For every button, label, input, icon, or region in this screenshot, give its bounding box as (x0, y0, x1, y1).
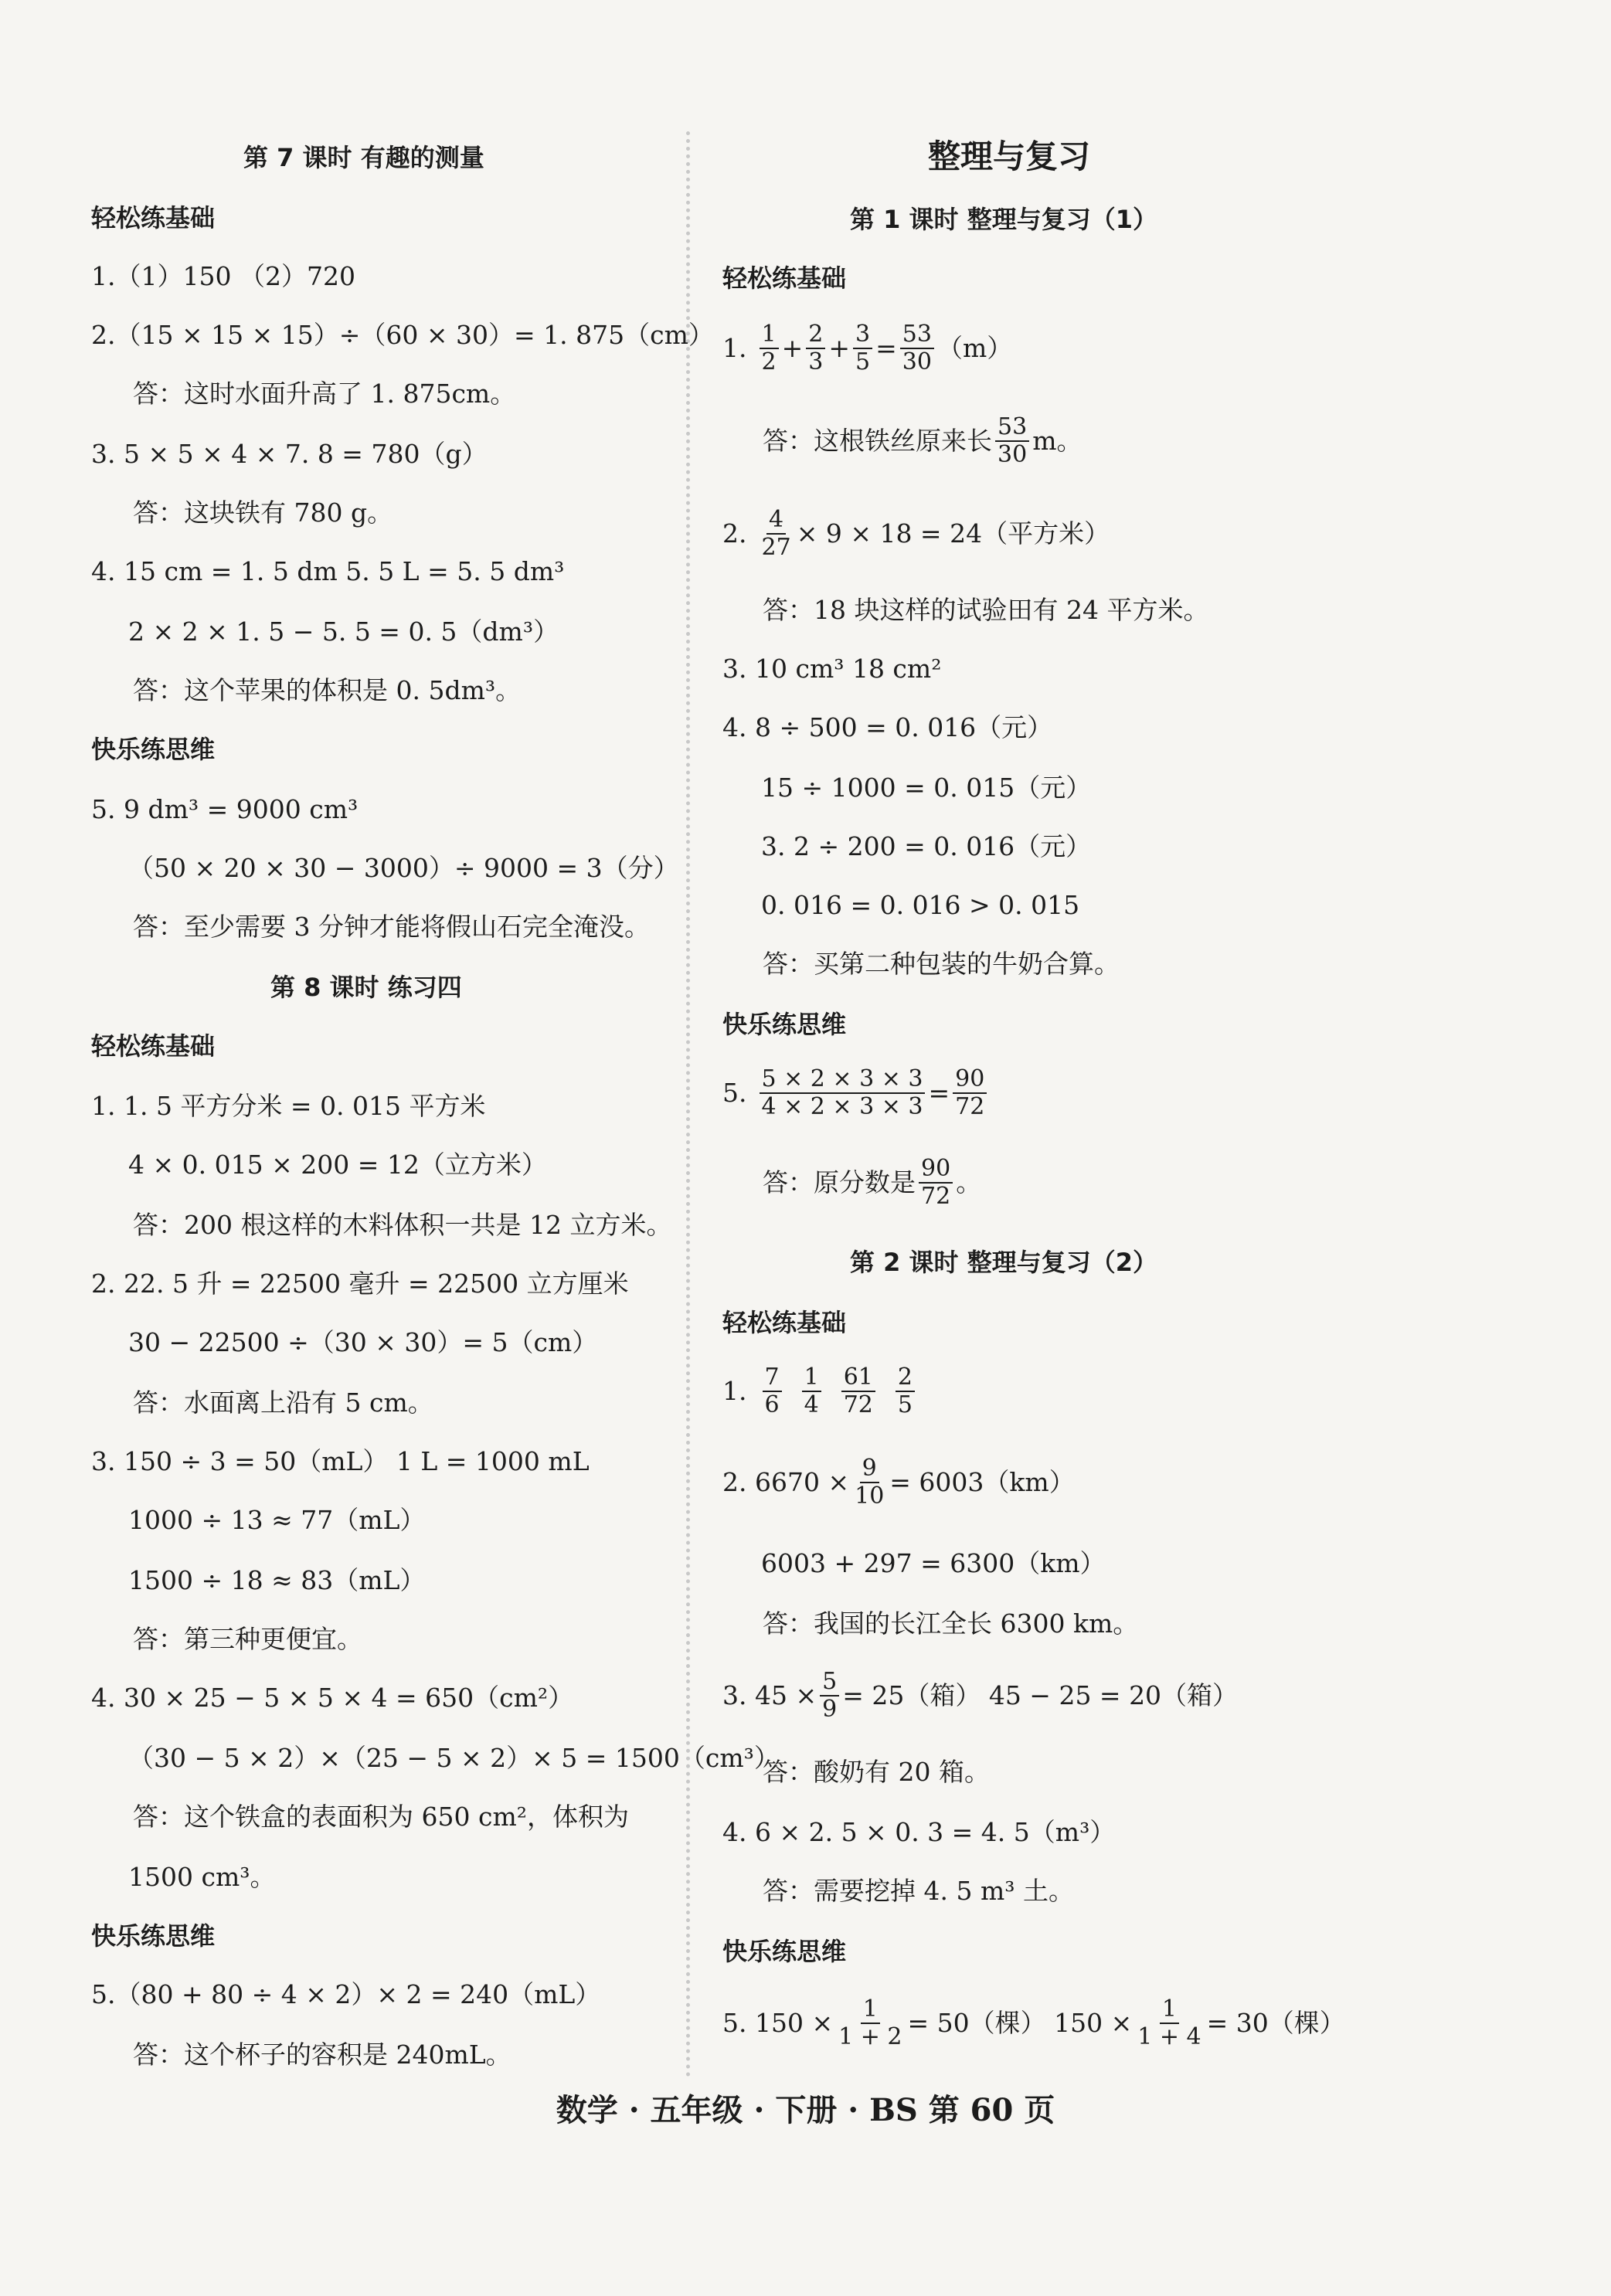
r1-q2-answer: 答：18 块这样的试验田有 24 平方米。 (763, 595, 1209, 625)
r2-q2-frac (852, 1455, 886, 1510)
r2-q5 (722, 1996, 1345, 2050)
r2-q3-post: = 25（箱） 45 − 25 = 20（箱） (842, 1680, 1239, 1710)
r2-q1-frac-b (802, 1364, 821, 1418)
l8-q1: 1. 1. 5 平方分米 = 0. 015 平方米 (91, 1091, 486, 1121)
denominator: 3 (808, 348, 824, 375)
denominator: 4 (804, 1391, 819, 1418)
answer-text: 答：这根铁丝原来长 (763, 426, 992, 456)
l7-q2: 2.（15 × 15 × 15）÷（60 × 30）= 1. 875（cm） (91, 320, 714, 350)
l8-q4: 4. 30 × 25 − 5 × 5 × 4 = 650（cm²） (91, 1683, 574, 1713)
r2-q2-line2: 6003 + 297 = 6300（km） (761, 1548, 1106, 1578)
l8-q3-line3: 1500 ÷ 18 ≈ 83（mL） (128, 1565, 426, 1595)
denominator: 5 (897, 1391, 913, 1418)
equals-sign: = (875, 333, 897, 363)
denominator: 9 (822, 1696, 838, 1723)
l8-q1-answer: 答：200 根这样的木料体积一共是 12 立方米。 (133, 1210, 672, 1240)
r2-q4: 4. 6 × 2. 5 × 0. 3 = 4. 5（m³） (722, 1817, 1116, 1847)
numerator: 90 (919, 1156, 953, 1184)
r2-q2-pre: 2. 6670 × (722, 1467, 850, 1497)
r1-q1-answer (763, 414, 1082, 468)
numerator: 7 (763, 1364, 782, 1392)
r1-q3: 3. 10 cm³ 18 cm² (722, 654, 942, 684)
r2-q3-answer: 答：酸奶有 20 箱。 (763, 1757, 990, 1787)
r1-q2-num: 2. (722, 518, 747, 549)
r2-q1-num: 1. (722, 1376, 747, 1406)
r1-q4: 4. 8 ÷ 500 = 0. 016（元） (722, 712, 1053, 742)
r2-q4-answer: 答：需要挖掉 4. 5 m³ 土。 (763, 1876, 1074, 1906)
r1-q5-answer (763, 1156, 981, 1210)
r1-q1-frac4 (900, 321, 934, 375)
section-think: 快乐练思维 (91, 735, 216, 764)
l8-q3-answer: 答：第三种更便宜。 (133, 1624, 362, 1654)
answer-end: 。 (956, 1167, 982, 1197)
numerator: 4 (766, 507, 786, 535)
plus-sign: + (828, 333, 850, 363)
r2-q3-pre: 3. 45 × (722, 1680, 817, 1710)
section-basic: 轻松练基础 (91, 203, 216, 233)
r1-q5-result (953, 1066, 987, 1120)
numerator: 2 (806, 321, 825, 349)
lesson8-title: 第 8 课时 练习四 (270, 973, 462, 1002)
r-section-basic-2: 轻松练基础 (722, 1308, 847, 1337)
r1-q2-frac (760, 507, 794, 561)
r1-q1-frac1 (760, 321, 779, 375)
r2-q1-frac-a (763, 1364, 782, 1418)
r2-title: 第 2 课时 整理与复习（2） (850, 1248, 1157, 1277)
r1-q5-answer-frac (919, 1156, 953, 1210)
numerator: 53 (995, 414, 1029, 442)
l7-q5-answer: 答：至少需要 3 分钟才能将假山石完全淹没。 (133, 912, 650, 942)
r2-q3 (722, 1669, 1238, 1723)
r1-q5-frac (760, 1066, 926, 1120)
r1-q4-answer: 答：买第二种包装的牛奶合算。 (763, 949, 1120, 979)
l8-q2: 2. 22. 5 升 = 22500 毫升 = 22500 立方厘米 (91, 1269, 629, 1299)
numerator: 2 (896, 1364, 915, 1392)
r1-q1-answer-frac (995, 414, 1029, 468)
l8-q2-answer: 答：水面离上沿有 5 cm。 (133, 1387, 433, 1418)
r1-q1-frac2 (806, 321, 825, 375)
r2-q5-frac1 (836, 1996, 904, 2050)
page-footer: 数学 · 五年级 · 下册 · BS 第 60 页 (556, 2092, 1055, 2128)
denominator: 72 (955, 1093, 985, 1120)
answer-text: 答：原分数是 (763, 1167, 916, 1197)
r-section-think: 快乐练思维 (722, 1010, 847, 1039)
r2-q2-post: = 6003（km） (889, 1467, 1075, 1497)
r2-q1 (722, 1364, 918, 1418)
r2-q3-frac (820, 1669, 839, 1723)
r1-title: 第 1 课时 整理与复习（1） (850, 205, 1157, 234)
equals-sign: = (928, 1078, 950, 1108)
l8-q5: 5.（80 + 80 ÷ 4 × 2）× 2 = 240（mL） (91, 1979, 601, 2009)
l8-q2-line2: 30 − 22500 ÷（30 × 30）= 5（cm） (128, 1327, 598, 1357)
l7-q4-line2: 2 × 2 × 1. 5 − 5. 5 = 0. 5（dm³） (128, 616, 559, 647)
r-section-think-2: 快乐练思维 (722, 1937, 847, 1966)
section-think-2: 快乐练思维 (91, 1921, 216, 1951)
l7-q4-answer: 答：这个苹果的体积是 0. 5dm³。 (133, 675, 522, 705)
denominator: 6 (764, 1391, 780, 1418)
r2-q5-post: = 30（棵） (1206, 2008, 1345, 2038)
denominator: 2 (761, 348, 777, 375)
r2-q1-frac-d (896, 1364, 915, 1418)
chapter-title: 整理与复习 (928, 138, 1091, 175)
l7-q5-line2: （50 × 20 × 30 − 3000）÷ 9000 = 3（分） (128, 853, 679, 883)
denominator: 5 (855, 348, 871, 375)
l8-q5-answer: 答：这个杯子的容积是 240mL。 (133, 2040, 512, 2070)
numerator: 90 (953, 1066, 987, 1094)
section-basic-2: 轻松练基础 (91, 1031, 216, 1061)
denominator: 1 + 2 (838, 2023, 902, 2050)
denominator: 10 (855, 1483, 885, 1510)
r-section-basic: 轻松练基础 (722, 263, 847, 293)
l7-q5: 5. 9 dm³ = 9000 cm³ (91, 794, 359, 824)
numerator: 1 (1160, 1996, 1179, 2024)
r1-q4-line2: 15 ÷ 1000 = 0. 015（元） (761, 773, 1092, 803)
denominator: 27 (761, 534, 791, 561)
r1-q4-line3: 3. 2 ÷ 200 = 0. 016（元） (761, 831, 1092, 861)
denominator: 72 (843, 1391, 873, 1418)
r1-q1-num: 1. (722, 333, 747, 363)
column-divider (686, 131, 690, 2078)
l7-q1: 1.（1）150 （2）720 (91, 261, 355, 291)
l7-q2-answer: 答：这时水面升高了 1. 875cm。 (133, 379, 516, 409)
r2-q5-frac2 (1135, 1996, 1203, 2050)
r1-q1-unit: （m） (936, 333, 1013, 363)
r2-q2 (722, 1455, 1075, 1510)
numerator: 5 (820, 1669, 839, 1697)
answer-unit: m。 (1032, 426, 1082, 456)
numerator: 1 (802, 1364, 821, 1392)
numerator: 3 (853, 321, 872, 349)
plus-sign: + (781, 333, 804, 363)
r1-q1-frac3 (853, 321, 872, 375)
denominator: 1 + 4 (1137, 2023, 1201, 2050)
numerator: 61 (841, 1364, 875, 1392)
l8-q4-line2: （30 − 5 × 2）×（25 − 5 × 2）× 5 = 1500（cm³） (128, 1743, 780, 1773)
r1-q4-line4: 0. 016 = 0. 016 > 0. 015 (761, 890, 1080, 920)
denominator: 30 (998, 441, 1028, 468)
l7-q3: 3. 5 × 5 × 4 × 7. 8 = 780（g） (91, 439, 488, 469)
r2-q1-frac-c (841, 1364, 875, 1418)
r1-q1 (722, 321, 1012, 375)
denominator: 30 (902, 348, 932, 375)
numerator: 5 × 2 × 3 × 3 (760, 1066, 926, 1094)
r2-q5-pre: 5. 150 × (722, 2008, 834, 2038)
l8-q4-answer: 答：这个铁盒的表面积为 650 cm²，体积为 (133, 1802, 629, 1832)
numerator: 53 (900, 321, 934, 349)
l7-q4: 4. 15 cm = 1. 5 dm 5. 5 L = 5. 5 dm³ (91, 556, 565, 586)
r1-q2 (722, 507, 1110, 561)
l7-q3-answer: 答：这块铁有 780 g。 (133, 498, 393, 528)
numerator: 9 (860, 1455, 879, 1483)
r1-q5 (722, 1066, 990, 1120)
numerator: 1 (760, 321, 779, 349)
denominator: 4 × 2 × 3 × 3 (761, 1093, 923, 1120)
lesson7-title: 第 7 课时 有趣的测量 (243, 143, 484, 172)
numerator: 1 (861, 1996, 880, 2024)
l8-q1-line2: 4 × 0. 015 × 200 = 12（立方米） (128, 1150, 547, 1180)
r1-q2-rest: × 9 × 18 = 24（平方米） (796, 518, 1110, 549)
denominator: 72 (921, 1183, 951, 1210)
l8-q3: 3. 150 ÷ 3 = 50（mL） 1 L = 1000 mL (91, 1446, 590, 1476)
r2-q2-answer: 答：我国的长江全长 6300 km。 (763, 1608, 1139, 1639)
l8-q4-answer-2: 1500 cm³。 (128, 1862, 276, 1892)
r1-q5-num: 5. (722, 1078, 747, 1108)
r2-q5-mid: = 50（棵） 150 × (907, 2008, 1133, 2038)
l8-q3-line2: 1000 ÷ 13 ≈ 77（mL） (128, 1505, 426, 1535)
